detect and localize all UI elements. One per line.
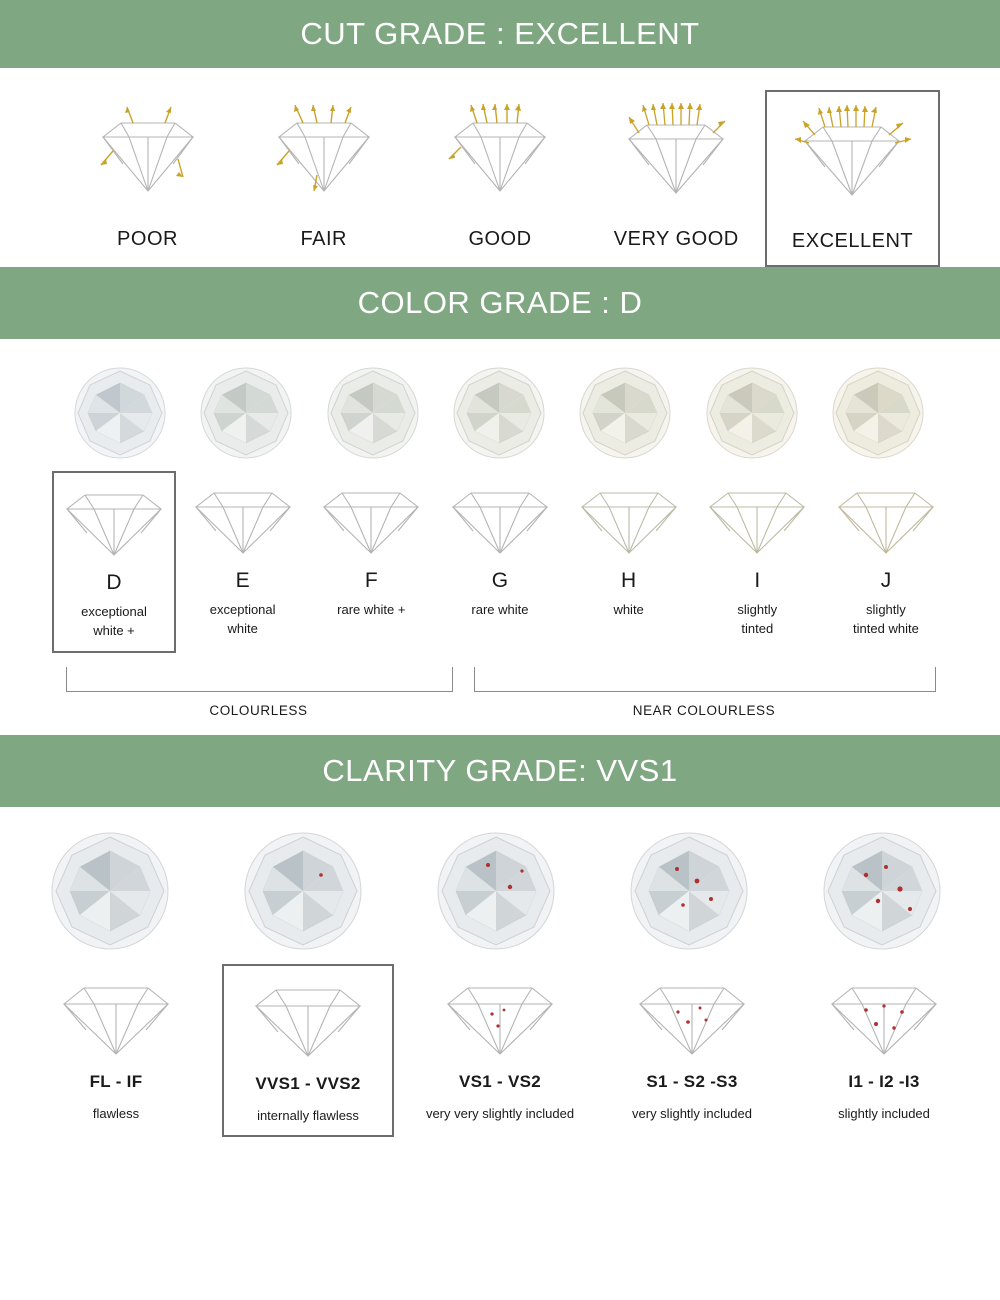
color-grade-item-j[interactable] (824, 471, 948, 653)
color-grade-desc (853, 601, 919, 639)
clarity-grade-desc: internally flawless (257, 1107, 359, 1123)
color-outline-i (698, 479, 816, 559)
color-grade-letter: D (106, 571, 122, 594)
clarity-grade-heading (0, 735, 1000, 807)
color-gem-photo-f (319, 363, 429, 463)
color-grade-item-g[interactable] (438, 471, 562, 653)
color-grade-letter: H (621, 569, 637, 592)
cut-grade-label: EXCELLENT (791, 230, 914, 252)
range-label-colourless: COLOURLESS (209, 702, 308, 718)
color-grade-desc (81, 603, 147, 641)
clarity-grade-desc: very slightly included (632, 1105, 752, 1121)
clarity-grade-item-vs[interactable] (414, 964, 586, 1137)
cut-grade-item-good[interactable] (413, 90, 588, 267)
cut-diagram-excellent (775, 98, 930, 208)
color-grade-desc (737, 601, 777, 639)
clarity-grade-heading-text: CLARITY GRADE: VVS1 (322, 752, 678, 788)
color-gem-photo-h (571, 363, 681, 463)
clarity-outline-s (626, 974, 758, 1060)
color-grade-desc-line2: white (227, 620, 258, 636)
cut-grade-heading (0, 0, 1000, 68)
cut-grade-label: POOR (117, 228, 178, 250)
color-gem-photo-d (66, 363, 176, 463)
color-grade-desc-line1: rare white (471, 602, 529, 617)
color-grade-item-e[interactable] (181, 471, 305, 653)
color-grade-letter: F (364, 569, 378, 592)
color-grade-desc (613, 601, 643, 620)
clarity-grade-item-s[interactable] (606, 964, 778, 1137)
color-grade-desc (471, 601, 528, 620)
color-grade-desc-line1: rare white + (337, 602, 406, 617)
color-gem-photo-row (0, 339, 1000, 463)
clarity-gem-photo-fl-if (40, 829, 188, 954)
cut-grade-item-excellent[interactable] (765, 90, 940, 267)
color-grade-desc (210, 601, 276, 639)
color-grade-item-h[interactable] (567, 471, 691, 653)
bracket-colourless (66, 667, 453, 692)
clarity-outline-fl-if (50, 974, 182, 1060)
cut-diagram-good (435, 96, 565, 206)
clarity-grade-item-fl-if[interactable] (30, 964, 202, 1137)
cut-grade-row (0, 68, 1000, 267)
color-grade-item-d[interactable] (52, 471, 176, 653)
color-outline-j (827, 479, 945, 559)
clarity-grade-desc: very very slightly included (425, 1105, 575, 1121)
color-outline-d (55, 481, 173, 561)
clarity-gem-photo-row (0, 807, 1000, 954)
clarity-gem-photo-s (619, 829, 767, 954)
color-grade-letter: I (754, 569, 761, 592)
clarity-grade-desc: slightly included (838, 1105, 930, 1121)
color-gem-photo-g (445, 363, 555, 463)
clarity-outline-vs (434, 974, 566, 1060)
color-grade-desc-line2: tinted (741, 620, 774, 636)
cut-diagram-fair (259, 96, 389, 206)
color-gem-photo-j (824, 363, 934, 463)
color-grade-desc (337, 601, 405, 620)
color-grade-desc-line1: exceptional (81, 604, 147, 619)
clarity-grade-label: FL - IF (89, 1071, 143, 1091)
color-grade-item-i[interactable] (695, 471, 819, 653)
color-grade-desc-line1: exceptional (209, 602, 276, 617)
color-grade-heading-text: COLOR GRADE : D (357, 285, 643, 320)
cut-diagram-very-good (601, 96, 751, 206)
color-grade-row (0, 463, 1000, 653)
color-outline-g (441, 479, 559, 559)
range-label-near-colourless: NEAR COLOURLESS (632, 702, 776, 718)
cut-grade-item-poor[interactable] (60, 90, 235, 267)
color-gem-photo-e (192, 363, 302, 463)
clarity-gem-photo-i (812, 829, 960, 954)
color-grade-letter: J (880, 569, 892, 592)
cut-grade-label: FAIR (300, 228, 347, 250)
color-gem-photo-i (698, 363, 808, 463)
clarity-grade-label: I1 - I2 -I3 (848, 1071, 920, 1091)
clarity-grade-item-i[interactable] (798, 964, 970, 1137)
color-grade-desc-line2: tinted white (853, 620, 919, 636)
color-outline-e (184, 479, 302, 559)
color-outline-f (312, 479, 430, 559)
clarity-grade-row (0, 954, 1000, 1137)
color-grade-section (0, 339, 1000, 735)
color-outline-h (570, 479, 688, 559)
clarity-grade-label: VVS1 - VVS2 (255, 1073, 361, 1093)
color-grade-heading (0, 267, 1000, 339)
cut-grade-label: GOOD (468, 228, 532, 250)
clarity-grade-label: S1 - S2 -S3 (646, 1071, 738, 1091)
cut-grade-label: VERY GOOD (613, 228, 739, 250)
color-grade-item-f[interactable] (309, 471, 433, 653)
color-range-brackets (62, 667, 938, 703)
color-grade-desc-line1: slightly (737, 602, 778, 617)
cut-diagram-poor (83, 96, 213, 206)
bracket-near-colourless (474, 667, 936, 692)
cut-grade-section (0, 68, 1000, 267)
clarity-gem-photo-vs (426, 829, 574, 954)
cut-grade-item-very-good[interactable] (589, 90, 764, 267)
clarity-grade-item-vvs[interactable] (222, 964, 394, 1137)
color-grade-letter: E (235, 569, 250, 592)
color-grade-desc-line1: white (613, 602, 644, 617)
color-grade-desc-line2: white + (93, 622, 135, 638)
color-grade-letter: G (491, 569, 509, 592)
clarity-gem-photo-vvs (233, 829, 381, 954)
color-grade-desc-line1: slightly (866, 602, 906, 617)
clarity-grade-section (0, 807, 1000, 1137)
cut-grade-heading-text: CUT GRADE : EXCELLENT (300, 16, 700, 51)
cut-grade-item-fair[interactable] (236, 90, 411, 267)
clarity-grade-desc: flawless (92, 1105, 140, 1121)
clarity-outline-i (818, 974, 950, 1060)
clarity-outline-vvs (242, 976, 374, 1062)
clarity-grade-label: VS1 - VS2 (458, 1071, 542, 1091)
color-range-labels (62, 703, 938, 735)
